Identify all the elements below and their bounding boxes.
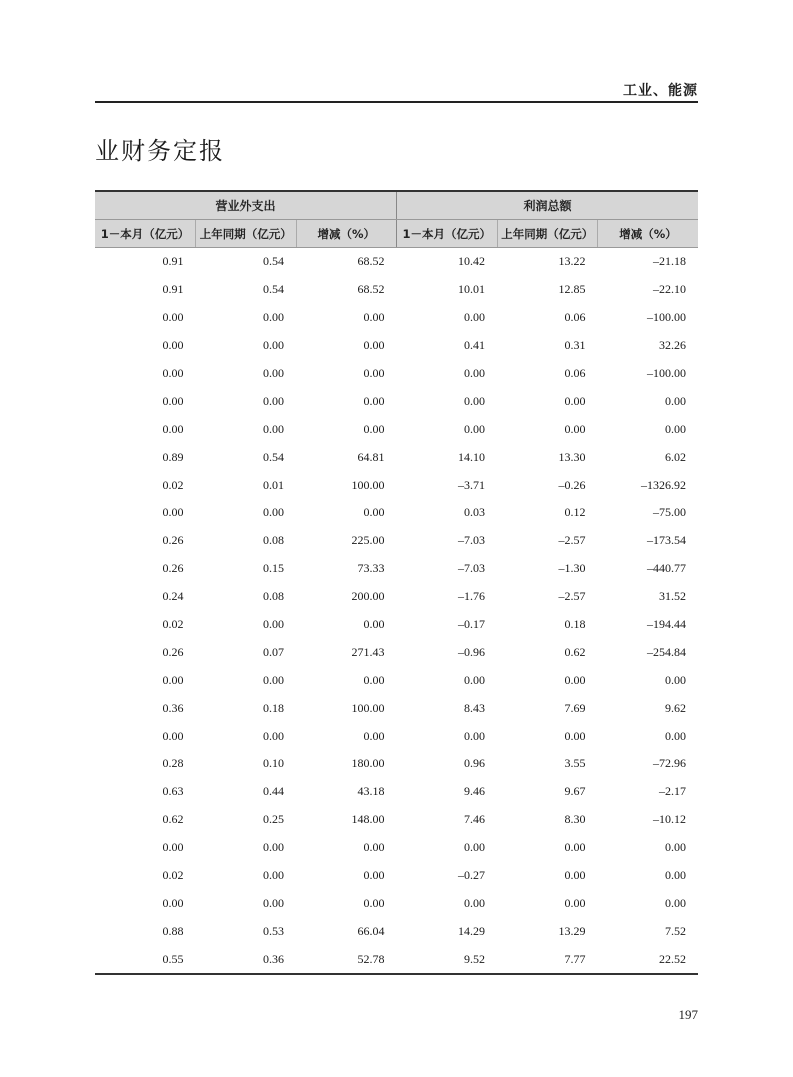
table-cell: 0.00 — [665, 672, 686, 687]
table-cell: 0.25 — [263, 812, 284, 827]
page-title: 业财务定报 — [95, 137, 225, 165]
table-row — [95, 276, 698, 304]
table-cell: –7.03 — [458, 533, 485, 548]
group-header-non-operating-expenses: 营业外支出 — [95, 191, 397, 220]
table-cell: 0.00 — [564, 728, 586, 743]
table-cell: 31.52 — [659, 589, 686, 604]
table-cell: –254.84 — [647, 644, 686, 659]
table-cell: –1.76 — [458, 589, 485, 604]
table-row — [95, 834, 698, 862]
table-cell: 0.02 — [162, 868, 184, 883]
table-row — [95, 248, 698, 276]
table-cell: 10.42 — [458, 254, 485, 269]
table-cell: 0.00 — [263, 421, 284, 436]
table-cell: 0.00 — [162, 421, 184, 436]
table-cell: 100.00 — [351, 477, 385, 492]
table-cell: 9.67 — [564, 784, 586, 799]
section-label: 工业、能源 — [623, 83, 698, 99]
table-cell: 0.36 — [196, 945, 297, 974]
table-cell: 0.00 — [564, 840, 586, 855]
table-cell: 0.00 — [363, 421, 385, 436]
table-cell: 0.12 — [564, 505, 586, 520]
table-cell: 0.96 — [464, 756, 485, 771]
table-cell: 0.26 — [162, 533, 184, 548]
table-cell: 0.00 — [162, 366, 184, 380]
table-cell: 0.00 — [564, 868, 586, 883]
table-cell: 10.01 — [458, 282, 485, 297]
table-cell: 0.00 — [263, 895, 284, 910]
table-cell: 200.00 — [351, 589, 385, 604]
table-cell: 14.10 — [458, 449, 485, 464]
table-cell: 0.00 — [464, 393, 485, 408]
table-cell: 0.62 — [162, 812, 184, 827]
table-cell: 0.00 — [464, 840, 485, 855]
table-cell: –2.57 — [558, 589, 586, 604]
table-cell: 32.26 — [659, 338, 686, 353]
table-cell: 13.29 — [558, 923, 586, 938]
table-cell: 9.46 — [464, 784, 485, 799]
table-cell: 0.00 — [363, 617, 385, 632]
table-cell: 0.10 — [263, 756, 284, 771]
table-cell: 0.63 — [162, 784, 184, 799]
table-cell: 180.00 — [351, 756, 385, 771]
table-cell: –0.27 — [458, 868, 485, 883]
table-row — [95, 666, 698, 694]
table-row — [95, 332, 698, 360]
table-cell: 0.00 — [564, 393, 586, 408]
table-cell: 0.89 — [162, 449, 184, 464]
table-cell: 7.46 — [464, 812, 485, 827]
table-cell: 68.52 — [357, 282, 385, 297]
table-cell: 0.02 — [162, 617, 184, 632]
table-cell: 9.62 — [665, 700, 686, 715]
table-body — [95, 248, 698, 975]
table-cell: 0.15 — [263, 561, 284, 576]
table-cell: 0.08 — [263, 533, 284, 548]
table-cell: 0.00 — [464, 728, 485, 743]
table-cell: 0.00 — [162, 728, 184, 743]
table-row — [95, 694, 698, 722]
table-cell: 0.00 — [263, 310, 284, 325]
table-cell: 0.55 — [95, 945, 196, 974]
table-cell: 7.52 — [665, 923, 686, 938]
table-cell: –2.17 — [659, 784, 686, 799]
table-cell: 0.00 — [665, 421, 686, 436]
table-cell: 0.00 — [263, 672, 284, 687]
table-cell: –2.57 — [558, 533, 586, 548]
table-cell: 0.24 — [162, 589, 184, 604]
table-cell: 0.00 — [263, 393, 284, 408]
table-cell: 0.91 — [162, 282, 184, 297]
table-cell: 0.02 — [162, 477, 184, 492]
table-cell: 0.00 — [162, 505, 184, 520]
table-cell: 7.77 — [497, 945, 598, 974]
table-cell: 6.02 — [665, 449, 686, 464]
table-cell: 0.00 — [564, 421, 586, 436]
column-header: 增减（%） — [598, 220, 699, 248]
table-cell: 0.54 — [263, 254, 284, 269]
table-cell: –100.00 — [647, 366, 686, 380]
table-cell: 0.00 — [263, 366, 284, 380]
table-row — [95, 527, 698, 555]
table-cell: 271.43 — [351, 644, 385, 659]
table-row — [95, 638, 698, 666]
table-cell: 0.00 — [363, 840, 385, 855]
table-row — [95, 304, 698, 332]
table-cell: 68.52 — [357, 254, 385, 269]
table-cell: –1326.92 — [641, 477, 686, 492]
table-row — [95, 499, 698, 527]
table-cell: 0.62 — [564, 644, 586, 659]
table-cell: 0.00 — [665, 868, 686, 883]
table-cell: 0.18 — [564, 617, 586, 632]
table-cell: 0.07 — [263, 644, 284, 659]
table-row — [95, 862, 698, 890]
table-cell: 0.54 — [263, 449, 284, 464]
table-row — [95, 806, 698, 834]
table-cell: 0.00 — [162, 310, 184, 325]
table-cell: –194.44 — [647, 617, 686, 632]
table-cell: –7.03 — [458, 561, 485, 576]
table-cell: 100.00 — [351, 700, 385, 715]
table-cell: –173.54 — [647, 533, 686, 548]
table-cell: 7.69 — [564, 700, 586, 715]
table-cell: 225.00 — [351, 533, 385, 548]
table-cell: 0.00 — [263, 728, 284, 743]
table-row — [95, 415, 698, 443]
page-number: 197 — [678, 1007, 698, 1022]
column-header: 增减（%） — [296, 220, 397, 248]
table-cell: 0.00 — [363, 338, 385, 353]
table-cell: –10.12 — [653, 812, 686, 827]
column-header: 1－本月（亿元） — [397, 220, 498, 248]
table-cell: 0.00 — [363, 672, 385, 687]
table-cell: 0.00 — [363, 366, 385, 380]
table-cell: 0.00 — [162, 840, 184, 855]
table-cell: 0.31 — [564, 338, 586, 353]
table-cell: 0.00 — [464, 366, 485, 380]
table-cell: 0.44 — [263, 784, 284, 799]
table-cell: 0.26 — [162, 644, 184, 659]
financial-table — [95, 190, 698, 975]
table-cell: 0.06 — [564, 310, 586, 325]
table-cell: 0.00 — [263, 840, 284, 855]
table-row — [95, 750, 698, 778]
table-cell: 13.30 — [558, 449, 586, 464]
table-cell: –1.30 — [558, 561, 586, 576]
table-cell: 22.52 — [598, 945, 699, 974]
table-cell: 0.00 — [363, 868, 385, 883]
table-cell: –0.96 — [458, 644, 485, 659]
table-row — [95, 555, 698, 583]
table-cell: 73.33 — [357, 561, 385, 576]
table-cell: –75.00 — [653, 505, 686, 520]
table-cell: 0.91 — [162, 254, 184, 269]
table-cell: 0.06 — [564, 366, 586, 380]
header-rule — [95, 101, 698, 103]
table-cell: 0.00 — [263, 338, 284, 353]
table-cell: 64.81 — [357, 449, 385, 464]
table-cell: 0.00 — [162, 895, 184, 910]
table-cell: 0.00 — [363, 728, 385, 743]
column-header: 上年同期（亿元） — [196, 220, 297, 248]
column-header: 1－本月（亿元） — [95, 220, 196, 248]
table-cell: 0.00 — [665, 728, 686, 743]
table-row — [95, 583, 698, 611]
table-row — [95, 722, 698, 750]
table-cell: 0.18 — [263, 700, 284, 715]
table-cell: 0.00 — [363, 895, 385, 910]
table-cell: –3.71 — [458, 477, 485, 492]
table-cell: 0.53 — [263, 923, 284, 938]
table-cell: 0.00 — [263, 868, 284, 883]
table-cell: 14.29 — [458, 923, 485, 938]
table-cell: 12.85 — [558, 282, 586, 297]
table-cell: –72.96 — [653, 756, 686, 771]
table-cell: 0.00 — [665, 840, 686, 855]
table-cell: 0.00 — [162, 338, 184, 353]
table-cell: –21.18 — [653, 254, 686, 269]
table-cell: 0.00 — [363, 393, 385, 408]
table-row — [95, 360, 698, 388]
table-cell: 0.00 — [263, 505, 284, 520]
table-cell: 0.26 — [162, 561, 184, 576]
table-row — [95, 387, 698, 415]
table-row — [95, 889, 698, 917]
table-cell: 0.88 — [162, 923, 184, 938]
table-cell: 0.00 — [564, 895, 586, 910]
table-cell: 0.00 — [464, 895, 485, 910]
table-cell: 0.00 — [363, 310, 385, 325]
table-cell: 0.00 — [464, 310, 485, 325]
table-cell: 0.00 — [162, 672, 184, 687]
table-cell: 0.03 — [464, 505, 485, 520]
table-cell: –100.00 — [647, 310, 686, 325]
table-cell: 0.00 — [464, 421, 485, 436]
table-cell: 0.41 — [464, 338, 485, 353]
table-cell: –22.10 — [653, 282, 686, 297]
table-cell: –440.77 — [647, 561, 686, 576]
table-cell: 0.36 — [162, 700, 184, 715]
table-cell: 66.04 — [357, 923, 385, 938]
table-row — [95, 945, 698, 974]
table-cell: 0.00 — [363, 505, 385, 520]
table-cell: 0.54 — [263, 282, 284, 297]
table-row — [95, 471, 698, 499]
table-cell: –0.26 — [558, 477, 586, 492]
table-cell: 0.00 — [263, 617, 284, 632]
table-row — [95, 611, 698, 639]
table-cell: 0.28 — [162, 756, 184, 771]
table-cell: 0.00 — [564, 672, 586, 687]
table-row — [95, 443, 698, 471]
table-cell: 0.01 — [263, 477, 284, 492]
table-row — [95, 917, 698, 945]
group-header-total-profit: 利润总额 — [397, 191, 699, 220]
table-cell: 0.08 — [263, 589, 284, 604]
table-cell: 148.00 — [351, 812, 385, 827]
table-cell: 0.00 — [665, 393, 686, 408]
table-cell: 9.52 — [397, 945, 498, 974]
column-header: 上年同期（亿元） — [497, 220, 598, 248]
table-cell: 8.30 — [564, 812, 586, 827]
table-cell: 3.55 — [564, 756, 586, 771]
table-cell: 0.00 — [162, 393, 184, 408]
table-cell: –0.17 — [458, 617, 485, 632]
table-cell: 43.18 — [357, 784, 385, 799]
table-cell: 0.00 — [464, 672, 485, 687]
table-cell: 13.22 — [558, 254, 586, 269]
table-cell: 0.00 — [665, 895, 686, 910]
table-cell: 52.78 — [296, 945, 397, 974]
table-cell: 8.43 — [464, 700, 485, 715]
table-row — [95, 778, 698, 806]
